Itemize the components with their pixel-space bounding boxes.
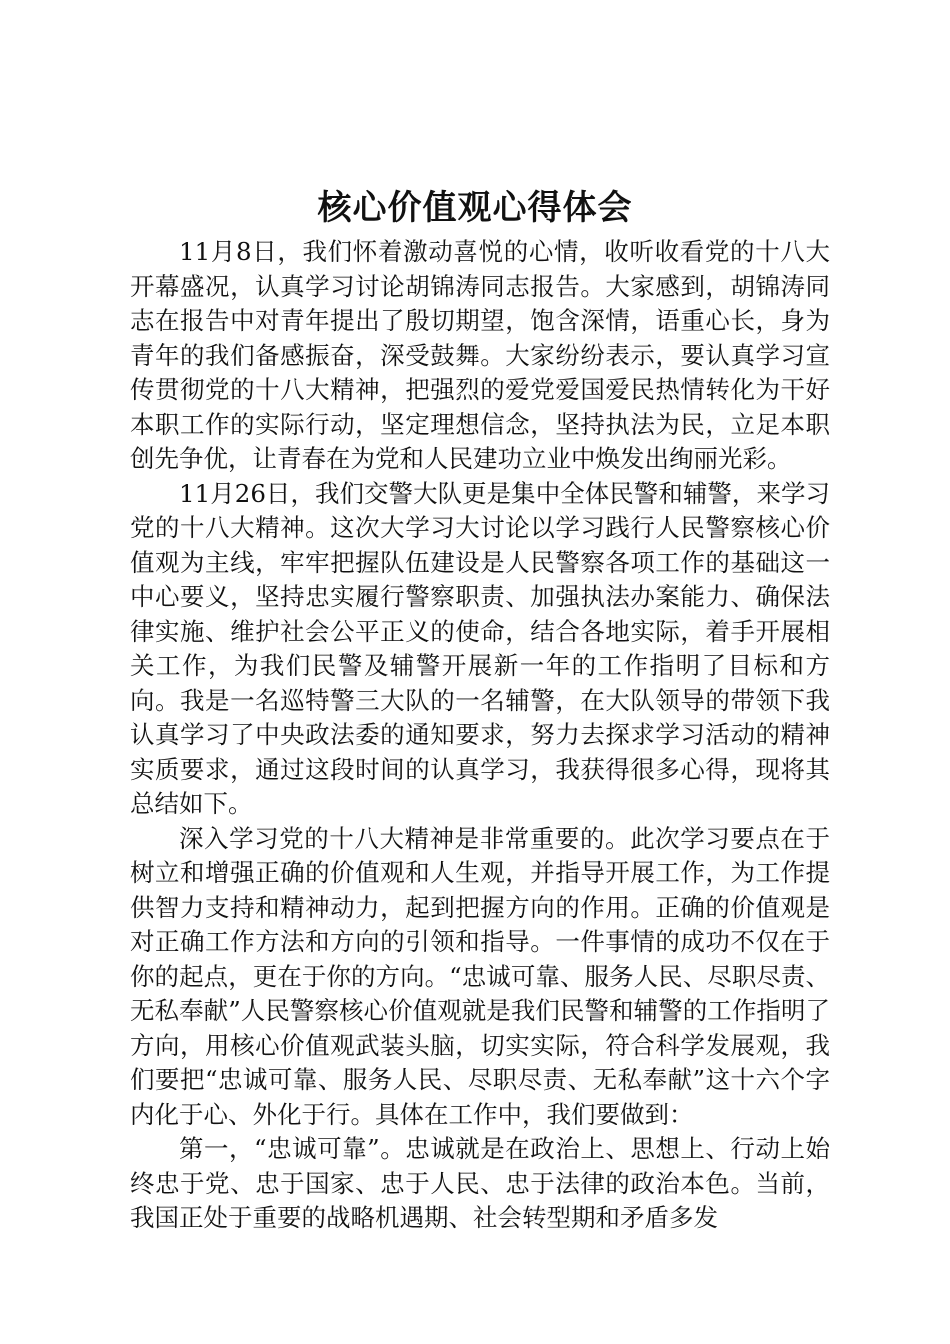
document-body xyxy=(130,235,830,1236)
paragraph-2: 11月26日，我们交警大队更是集中全体民警和辅警，来学习党的十八大精神。这次大学习大讨论以学习践行人民警察核心价值观为主线，牢牢把握队伍建设是人民警察各项工作的基础这一中心要义，坚持忠实履行警察职责、加强执法办案能力、确保法律实施、维护社会公平正义的使命，结合各地实际，着手开展相关工作，为我们民警及辅警开展新一年的工作指明了目标和方向。我是一名巡特警三大队的一名辅警，在大队领导的带领下我认真学习了中央政法委的通知要求，努力去探求学习活动的精神实质要求，通过这段时间的认真学习，我获得很多心得，现将其总结如下。 xyxy=(130,478,830,818)
paragraph-1: 11月8日，我们怀着激动喜悦的心情，收听收看党的十八大开幕盛况，认真学习讨论胡锦涛同志报告。大家感到，胡锦涛同志在报告中对青年提出了殷切期望，饱含深情，语重心长，身为青年的我们备感振奋，深受鼓舞。大家纷纷表示，要认真学习宣传贯彻党的十八大精神，把强烈的爱党爱国爱民热情转化为干好本职工作的实际行动，坚定理想信念，坚持执法为民，立足本职创先争优，让青春在为党和人民建功立业中焕发出绚丽光彩。 xyxy=(130,237,830,473)
paragraph-4: 第一，“忠诚可靠”。忠诚就是在政治上、思想上、行动上始终忠于党、忠于国家、忠于人民、忠于法律的政治本色。当前，我国正处于重要的战略机遇期、社会转型期和矛盾多发 xyxy=(130,1134,830,1232)
document-title: 核心价值观心得体会 xyxy=(317,188,633,228)
paragraph-3: 深入学习党的十八大精神是非常重要的。此次学习要点在于树立和增强正确的价值观和人生观，并指导开展工作，为工作提供智力支持和精神动力，起到把握方向的作用。正确的价值观是对正确工作方法和方向的引领和指导。一件事情的成功不仅在于你的起点，更在于你的方向。“忠诚可靠、服务人民、尽职尽责、无私奉献”人民警察核心价值观就是我们民警和辅警的工作指明了方向，用核心价值观武装头脑，切实实际，符合科学发展观，我们要把“忠诚可靠、服务人民、尽职尽责、无私奉献”这十六个字内化于心、外化于行。具体在工作中，我们要做到： xyxy=(130,823,830,1129)
